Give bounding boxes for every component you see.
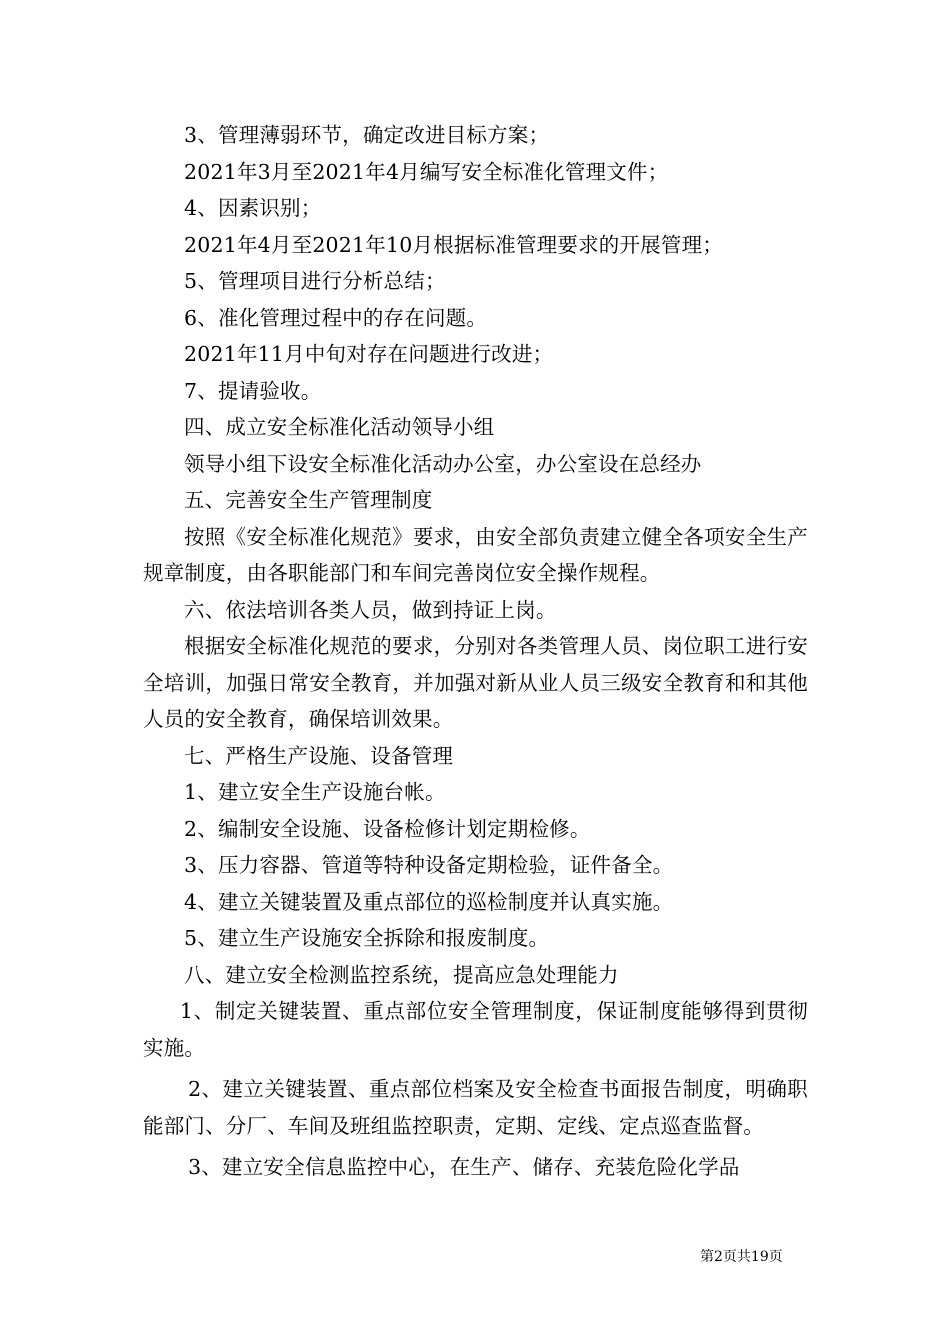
paragraph-16: 1、建立安全生产设施台帐。 [184, 780, 446, 804]
paragraph-8: 7、提请验收。 [184, 378, 322, 403]
page-number-footer: 第2页共19页 [700, 1249, 783, 1265]
paragraph-23: 2、建立关键装置、重点部位档案及安全检查书面报告制度，明确职能部门、分厂、车间及班组监控职责，定期、定线、定点巡查监督。 [143, 1077, 808, 1138]
paragraph-19: 4、建立关键装置及重点部位的巡检制度并认真实施。 [184, 889, 674, 914]
paragraph-12: 按照《安全标准化规范》要求，由安全部负责建立健全各项安全生产规章制度，由各职能部门和车间完善岗位安全操作规程。 [143, 524, 808, 585]
paragraph-1: 3、管理薄弱环节，确定改进目标方案； [184, 123, 550, 147]
paragraph-6: 6、准化管理过程中的存在问题。 [184, 305, 488, 330]
paragraph-14: 根据安全标准化规范的要求，分别对各类管理人员、岗位职工进行安全培训，加强日常安全教育，并加强对新从业人员三级安全教育和和其他人员的安全教育，确保培训效果。 [143, 634, 808, 731]
paragraph-7: 2021年11月中旬对存在问题进行改进； [184, 342, 554, 366]
section-heading-7: 七、严格生产设施、设备管理 [184, 743, 454, 768]
paragraph-3: 4、因素识别； [184, 196, 322, 220]
section-heading-5: 五、完善安全生产管理制度 [184, 488, 433, 512]
section-heading-6: 六、依法培训各类人员，做到持证上岗。 [184, 597, 557, 622]
section-heading-8: 八、建立安全检测监控系统，提高应急处理能力 [184, 962, 619, 987]
paragraph-2: 2021年3月至2021年4月编写安全标准化管理文件； [184, 159, 669, 184]
paragraph-20: 5、建立生产设施安全拆除和报废制度。 [184, 926, 550, 950]
paragraph-24: 3、建立安全信息监控中心，在生产、储存、充装危险化学品 [188, 1155, 740, 1179]
document-body [143, 117, 808, 1186]
paragraph-18: 3、压力容器、管道等特种设备定期检验，证件备全。 [184, 853, 674, 877]
paragraph-22: 1、制定关键装置、重点部位安全管理制度，保证制度能够得到贯彻实施。 [143, 999, 808, 1060]
paragraph-10: 领导小组下设安全标准化活动办公室，办公室设在总经办 [184, 451, 702, 476]
paragraph-5: 5、管理项目进行分析总结； [184, 269, 446, 293]
section-heading-4: 四、成立安全标准化活动领导小组 [184, 415, 495, 439]
paragraph-4: 2021年4月至2021年10月根据标准管理要求的开展管理； [184, 232, 723, 257]
paragraph-17: 2、编制安全设施、设备检修计划定期检修。 [184, 816, 591, 841]
